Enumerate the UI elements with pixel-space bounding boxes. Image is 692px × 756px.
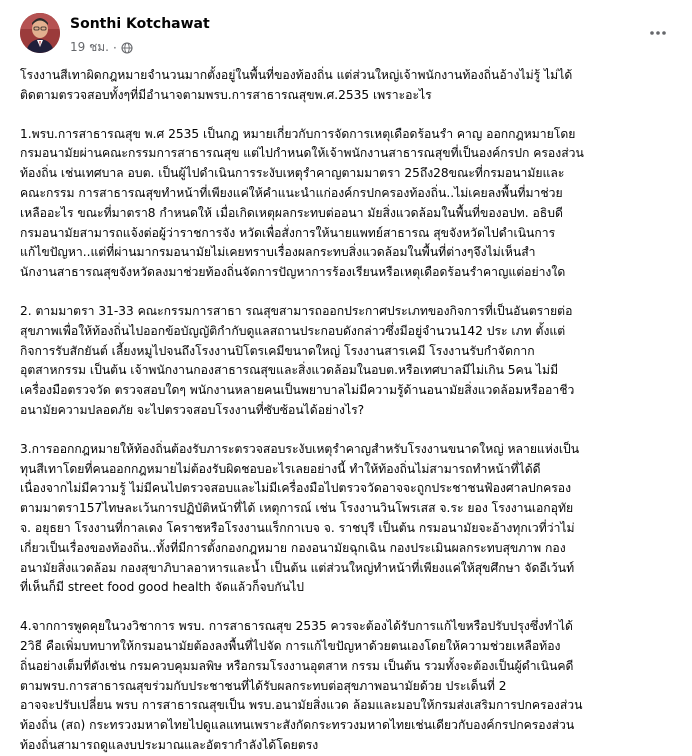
meta-separator: · bbox=[112, 40, 117, 55]
post-meta bbox=[70, 38, 133, 57]
globe-icon[interactable] bbox=[121, 42, 133, 54]
post-header bbox=[20, 13, 672, 59]
post-timestamp[interactable]: 19 ชม. bbox=[70, 40, 109, 54]
more-options-button[interactable] bbox=[646, 21, 670, 45]
author-name[interactable]: Sonthi Kotchawat bbox=[70, 16, 210, 32]
post-paragraph-4: 4.จากการพูดคุยในวงวิชาการ พรบ. การสาธารณสุข 2535 ควรจะต้องได้รับการแก้ไขหรือปรับปรุงซึ่งทำได้ 2วิธี คือเพิ่มบทบาทให้กรมอนามัยต้องลงพื้นที่ไปจัด การแก้ไขปัญหาด้วยตนเองโดยให้ความช่วยเหลือท้อง ถิ่นอย่างเต็มที่ดังเช่น กรมควบคุมมลพิษ หรือกรมโรงงานอุตสาห กรรม เป็นต้น รวมทั้งจะต้องเป็นผู้ดำเนินคดี ตามพรบ.การสาธารณสุขร่วมกับประชาชนที่ได้รับผลกระทบต่อสุขภาพอนามัยด้วย ประเด็นที่ 2 อาจจะปรับเปลี่ยน พรบ การสาธารณสุขเป็น พรบ.อนามัยสิ่งแวด ล้อมและมอบให้กรมส่งเสริมการปกครองส่วน ท้องถิ่น (สถ) กระทรวงมหาดไทยไปดูแลแทนเพราะสังกัดกระทรวงมหาดไทยเช่นเดียวกับองค์กรปกครองส่วน ท้องถิ่นสามารถดูแลงบประมาณและอัตรากำลังได้โดยตรง bbox=[20, 619, 583, 752]
post-intro-paragraph: โรงงานสีเทาผิดกฎหมายจำนวนมากตั้งอยู่ในพื้นที่ของท้องถิ่น แต่ส่วนใหญ่เจ้าพนักงานท้องถิ่นอ้างไม่รู้ ไม่ได้ ติดตามตรวจสอบทั้งๆที่มีอำนาจตามพรบ.การสาธารณสุขพ.ศ.2535 เพราะอะไร bbox=[20, 68, 573, 102]
post-paragraph-3: 3.การออกกฎหมายให้ท้องถิ่นต้องรับภาระตรวจสอบระงับเหตุรำคาญสำหรับโรงงานขนาดใหญ่ หลายแห่งเป็น ทุนสีเทาโดยที่คนออกกฎหมายไม่ต้องรับผิดชอบอะไรเลยอย่างนี้ ทำให้ท้องถิ่นไม่สามารถทำหน้าที่ได้ดี เนื่องจากไม่มีความรู้ ไม่มีคนไปตรวจสอบและไม่มีเครื่องมือไปตรวจวัดอาจจะถูกประชาชนฟ้องศาลปกครอง ตามมาตรา157ไทษละเว้นการปฏิบัติหน้าที่ได้ เหตุการณ์ เช่น โรงงานวินโพรเสส จ.ระ ยอง โรงงานเอกอุทัย จ. อยุธยา โรงงานที่กาลเดง โคราชหรือโรงงานแร็กกาเบจ จ. ราชบุรี เป็นต้น กรมอนามัยจะอ้างทุกเวที่ว่าไม่ เกี่ยวเป็นเรื่องของท้องถิ่น..ทั้งที่มีการตั้งกองกฎหมาย กองอนามัยฉุกเฉิน กองประเมินผลกระทบสุขภาพ กอง อนามัยสิ่งแวดล้อม กองสุขาภิบาลอาหารและน้ำ เป็นต้น แต่ส่วนใหญ่ทำหน้าที่เพียงแค่ให้สุขศึกษา จัดอีเว้นท์ ที่เห็นก็มี street food good health จัดแล้วก็จบกันไป bbox=[20, 441, 580, 595]
post-paragraph-2: 2. ตามมาตรา 31-33 คณะกรรมการสาธา รณสุขสามารถออกประกาศประเภทของกิจการที่เป็นอันตรายต่อ สุขภาพเพื่อให้ท้องถิ่นไปออกข้อบัญญัติกำกับดูแลสถานประกอบดังกล่าวซึ่งมีอยู่จำนวน142 ประ เภท ตั้งแต่ กิจการรับสักยันต์ เลี้ยงหมูไปจนถึงโรงงานปิโตรเคมีขนาดใหญ่ โรงงานสารเคมี โรงงานรับกำจัดกาก อุตสาหกรรม เป็นต้น เจ้าพนักงานกองสาธารณสุขและสิ่งแวดล้อมในอบต.หรือเทศบาลมีไม่เกิน 5คน ไม่มี เครื่องมือตรวจวัด ตรวจสอบใดๆ พนักงานหลายคนเป็นพยาบาลไม่มีความรู้ด้านอนามัยสิ่งแวดล้อมหรืออาชีว อนามัยความปลอดภัย จะไปตรวจสอบโรงงานที่ซับซ้อนได้อย่างไร? bbox=[20, 303, 575, 417]
more-horizontal-icon bbox=[649, 30, 667, 36]
post-paragraph-1: 1.พรบ.การสาธารณสุข พ.ศ 2535 เป็นกฎ หมายเกี่ยวกับการจัดการเหตุเดือดร้อนรำ คาญ ออกกฎหมายโดย กรมอนามัยผ่านคณะกรรมการสาธารณสุข แต่ไปกำหนดให้เจ้าพนักงานสาธารณสุขที่เป็นองค์กรปก ครองส่วน ท้องถิ่น เช่นเทศบาล อบต. เป็นผู้ไปดำเนินการระงับเหตุรำคาญตามมาตรา 25ถึง28ขณะที่กรมอนามัยและ คณะกรรม การสาธารณสุขทำหน้าที่เพียงแค่ให้คำแนะนำแก่องค์กรปกครองท้องถิ่น..ไม่เคยลงพื้นที่มาช่วย เหลืออะไร ขณะที่มาตรา8 กำหนดให้ เมื่อเกิดเหตุผลกระทบต่ออนา มัยสิ่งแวดล้อมในพื้นที่ของอปท. อธิบดี กรมอนามัยสามารถแจ้งต่อผู้ว่าราชการจัง หวัดเพื่อสั่งการให้นายแพทย์สาธารณ สุขจังหวัดไปดำเนินการ แก้ไขปัญหา..แต่ที่ผ่านมากรมอนามัยไม่เคยทราบเรื่องผลกระทบสิ่งแวดล้อมในพื้นที่ต่างๆจึงไม่เห็นสำ นักงานสาธารณสุขจังหวัดลงมาช่วยท้องถิ่นจัดการปัญหาการร้องเรียนหรือเหตุเดือดร้อนรำคาญแต่อย่างใด bbox=[20, 126, 584, 280]
avatar-photo bbox=[20, 13, 60, 53]
post-body bbox=[20, 66, 672, 756]
avatar[interactable] bbox=[20, 13, 60, 53]
